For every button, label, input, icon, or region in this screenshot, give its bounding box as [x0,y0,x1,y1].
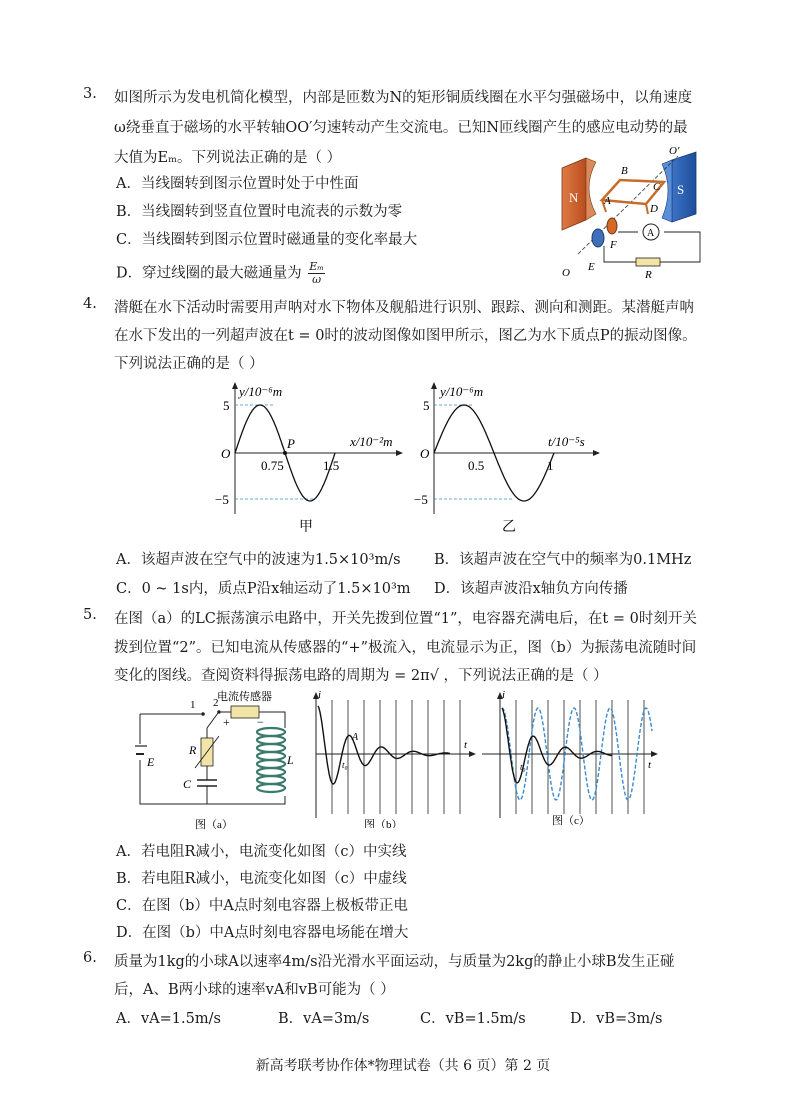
q4-option-b: B．该超声波在空气中的频率为0.1MHz [434,552,692,568]
slip-ring [607,218,617,234]
svg-text:B: B [621,165,628,177]
svg-text:O′: O′ [669,145,680,157]
q5-figure-a-circuit [135,688,295,833]
svg-text:C: C [183,777,192,791]
svg-text:0.5: 0.5 [468,458,485,473]
q3-stem-line1: 如图所示为发电机简化模型，内部是匝数为N的矩形铜质线圈在水平匀强磁场中，以角速度 [114,90,693,106]
current-sensor [231,706,259,718]
svg-text:5: 5 [423,398,430,413]
q3-option-d-prefix: D．穿过线圈的最大磁通量为 [116,265,302,282]
svg-text:1: 1 [190,699,196,711]
svg-text:2: 2 [213,697,219,709]
q4-option-c: C．0 ~ 1s内，质点P沿x轴运动了1.5×10³m [116,581,411,597]
svg-text:1: 1 [547,458,554,473]
q6-stem-line2: 后，A、B两小球的速率vA和vB可能为（ ） [114,982,395,998]
q3-option-d-denominator: ω [312,273,322,286]
svg-text:E: E [147,755,155,769]
svg-text:i: i [502,689,506,701]
q3-stem-line2: ω绕垂直于磁场的水平转轴OO′匀速转动产生交流电。已知N匝线圈产生的感应电动势的最 [114,120,688,136]
q5-number: 5. [83,607,97,623]
q3-generator-figure [560,142,710,282]
svg-text:P: P [287,436,295,451]
svg-text:E: E [588,261,595,273]
q6-option-b: B．vA=3m/s [278,1011,370,1027]
svg-text:O: O [420,446,430,461]
slip-ring [592,229,604,247]
chart-jia-caption: 甲 [299,520,313,534]
s-pole-label: S [677,182,685,197]
svg-text:R: R [645,269,652,281]
q3-option-d-numerator: Eₘ [309,260,325,273]
svg-text:t: t [464,739,468,751]
switch [207,713,218,728]
svg-text:t/10⁻⁵s: t/10⁻⁵s [548,434,585,449]
q5-stem-line1: 在图（a）的LC振荡演示电路中，开关先拨到位置“1”，电容器充满电后，在t = 0时刻开关 [114,611,697,627]
resistor [636,258,660,266]
svg-text:t: t [648,759,652,771]
svg-text:A: A [647,228,655,239]
inductor-coil [257,728,285,792]
svg-text:t₀: t₀ [342,760,348,770]
svg-text:D: D [650,203,658,215]
svg-text:y/10⁻⁶m: y/10⁻⁶m [440,384,484,399]
page-footer: 新高考联考协作体*物理试卷（共 6 页）第 2 页 [255,1058,551,1074]
c-solid-curve [502,708,612,783]
q5-option-c: C．在图（b）中A点时刻电容器上极板带正电 [116,898,408,914]
chart-yi-caption: 乙 [502,520,516,534]
q4-option-d: D．该超声波沿x轴负方向传播 [434,581,628,597]
svg-text:+: + [223,715,230,729]
figure-b-caption: 图（b） [364,819,403,828]
q6-option-d: D．vB=3m/s [570,1011,663,1027]
svg-text:O: O [221,446,231,461]
q4-stem-line2: 在水下发出的一列超声波在t = 0时的波动图像如图甲所示，图乙为水下质点P的振动图像。 [114,328,697,344]
q3-option-b: B．当线圈转到竖直位置时电流表的示数为零 [116,204,403,220]
q4-stem-line3: 下列说法正确的是（ ） [114,356,264,372]
svg-text:i: i [318,689,322,701]
q4-stem-line1: 潜艇在水下活动时需要用声呐对水下物体及舰船进行识别、跟踪、测向和测距。某潜艇声呐 [114,300,694,316]
q6-option-a: A．vA=1.5m/s [116,1011,221,1027]
svg-text:1.5: 1.5 [323,458,340,473]
q5-stem-line3: 变化的图线。查阅资料得振荡电路的周期为 = 2π√ ，下列说法正确的是（ ） [114,668,608,684]
q3-option-a: A．当线圈转到图示位置时处于中性面 [116,176,359,192]
svg-text:−5: −5 [414,492,428,507]
svg-text:A: A [604,195,611,207]
q4-option-a: A．该超声波在空气中的波速为1.5×10³m/s [116,552,401,568]
n-pole-label: N [569,190,579,205]
svg-text:电流传感器: 电流传感器 [217,691,272,703]
point-p [283,451,287,455]
q6-number: 6. [83,950,97,966]
q3-option-c: C．当线圈转到图示位置时磁通量的变化率最大 [116,232,418,248]
q6-option-c: C．vB=1.5m/s [420,1011,526,1027]
q5-stem-line2: 拨到位置“2”。已知电流从传感器的“+”极流入，电流显示为正，图（b）为振荡电流随时间 [114,640,697,656]
svg-text:A: A [352,732,359,743]
svg-text:−: − [257,715,264,729]
figure-c-caption: 图（c） [552,815,590,827]
q5-figure-b-chart [300,688,480,828]
b-damped-current-curve [318,706,450,784]
svg-text:R: R [189,743,197,757]
svg-text:F: F [610,239,617,251]
q6-stem-line1: 质量为1kg的小球A以速率4m/s沿光滑水平面运动，与质量为2kg的静止小球B发生正碰 [114,954,675,970]
q3-number: 3. [83,86,97,102]
q5-option-a: A．若电阻R减小，电流变化如图（c）中实线 [116,844,407,860]
svg-text:x/10⁻²m: x/10⁻²m [350,434,393,449]
q5-figure-c-chart [482,688,662,828]
svg-text:O: O [562,267,570,279]
svg-text:y/10⁻⁶m: y/10⁻⁶m [239,384,283,399]
figure-a-caption: 图（a） [195,819,233,831]
q5-option-d: D．在图（b）中A点时刻电容器电场能在增大 [116,925,409,941]
q3-stem-line3: 大值为Eₘ。下列说法正确的是（ ） [114,150,342,166]
svg-text:C: C [653,181,661,193]
chart-yi [410,374,610,534]
svg-text:−5: −5 [215,492,229,507]
svg-text:5: 5 [223,398,230,413]
q5-option-b: B．若电阻R减小，电流变化如图（c）中虚线 [116,871,407,887]
q3-option-d [116,261,325,286]
chart-jia [205,374,405,534]
svg-text:0.75: 0.75 [261,458,284,473]
svg-text:L: L [287,753,294,767]
q4-number: 4. [83,296,97,312]
svg-text:t₀: t₀ [520,762,526,772]
